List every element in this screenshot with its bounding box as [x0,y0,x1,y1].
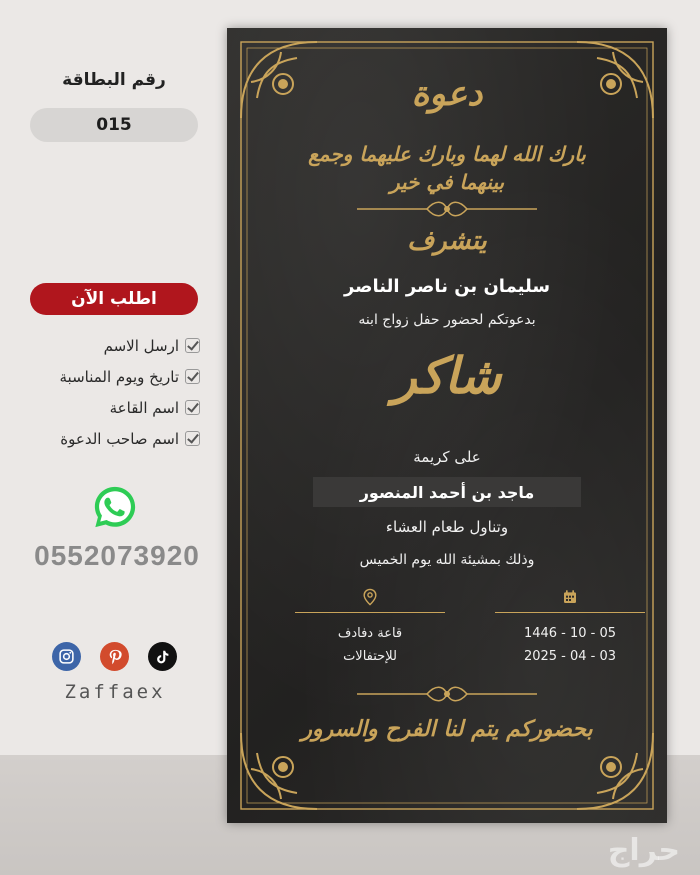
order-step [30,330,200,361]
checkbox-icon [185,431,200,446]
ornament-divider [357,198,537,220]
dinner-text: وتناول طعام العشاء [385,518,509,536]
host-name: سليمان بن ناصر الناصر [343,276,551,297]
order-step [30,392,200,423]
pinterest-icon[interactable] [100,642,129,671]
honored-text: يتشرف [407,226,487,256]
venue-column [295,586,445,669]
date-underline [495,612,645,613]
tiktok-icon[interactable] [148,642,177,671]
invitation-card [227,28,667,823]
venue-name: قاعة دفادف [337,626,403,641]
date-column [495,586,645,669]
whatsapp-icon[interactable] [92,484,138,530]
brand-name: Zaffaex [64,681,166,703]
checkbox-icon [185,338,200,353]
card-number-badge: 015 [30,108,198,142]
watermark-logo: حراج [607,833,680,868]
order-info-panel [0,0,228,755]
order-step-label: ارسل الاسم [103,336,179,355]
card-number-label: رقم البطاقة [62,70,166,90]
social-links [52,642,177,671]
invitation-title: دعوة [411,74,483,114]
order-step [30,361,200,392]
daughter-of-text: على كريمة [413,448,481,466]
phone-number[interactable]: 0552073920 [34,540,200,571]
blessing-text: بارك الله لهما وبارك عليهما وجمع بينهما في خير [308,142,586,194]
event-day: وذلك بمشيئة الله يوم الخميس [359,552,535,568]
ornament-divider [357,683,537,705]
venue-underline [295,612,445,613]
gregorian-date: 2025 - 04 - 03 [523,648,617,664]
venue-subtitle: للإحتفالات [343,648,397,664]
order-step [30,423,200,454]
order-step-label: اسم القاعة [109,398,179,417]
checkbox-icon [185,369,200,384]
order-step-label: اسم صاحب الدعوة [60,429,179,448]
hijri-date: 1446 - 10 - 05 [523,626,617,641]
closing-text: بحضوركم يتم لنا الفرح والسرور [301,716,593,742]
groom-name: شاكر [392,346,502,405]
order-now-button[interactable]: اطلب الآن [30,283,198,315]
calendar-icon [562,589,578,605]
checkbox-icon [185,400,200,415]
instagram-icon[interactable] [52,642,81,671]
location-pin-icon [363,588,377,606]
order-steps-list [30,330,200,454]
bride-father-name: ماجد بن أحمد المنصور [313,477,581,507]
invite-text: بدعوتكم لحضور حفل زواج ابنه [358,312,536,328]
order-step-label: تاريخ ويوم المناسبة [59,367,179,386]
